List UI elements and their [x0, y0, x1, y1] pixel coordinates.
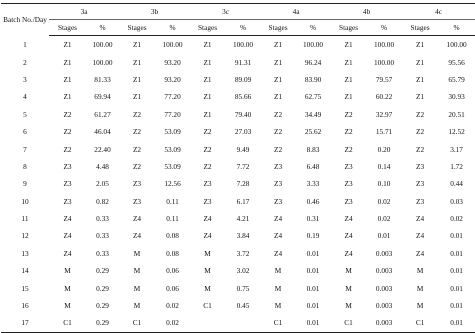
stage-cell: Z1	[416, 40, 425, 50]
stage-cell: C1	[261, 314, 295, 332]
stage-cell: Z2	[132, 109, 142, 119]
stage-cell: Z3	[203, 196, 212, 206]
percent-cell: 100.00	[374, 57, 395, 67]
percent-cell: 3.17	[450, 144, 463, 154]
percent-cell: 25.62	[304, 127, 322, 137]
percent-cell: 100.00	[446, 40, 467, 50]
stage-cell: Z3	[344, 196, 353, 206]
percent-cell: 0.06	[166, 266, 179, 276]
stage-cell: Z2	[203, 144, 212, 154]
batch-day-cell: 1	[23, 39, 27, 49]
stage-cell: C1	[203, 301, 212, 311]
percent-cell: 91.31	[234, 57, 252, 67]
percent-cell: 0.02	[166, 301, 179, 311]
percent-cell: 100.00	[92, 57, 113, 67]
stage-cell: Z1	[63, 57, 72, 67]
stage-cell: Z2	[344, 144, 353, 154]
batch-day-cell: 13	[21, 248, 29, 258]
percent-cell: 12.56	[164, 179, 181, 189]
percent-cell: 0.11	[166, 196, 179, 206]
percent-cell: 4.21	[236, 214, 250, 224]
percent-cell: 0.02	[377, 214, 391, 224]
stage-cell: Z1	[63, 40, 72, 50]
percent-cell: 0.01	[450, 301, 463, 311]
percent-cell: 85.66	[234, 92, 252, 102]
percent-cell: 8.83	[306, 144, 320, 154]
batch-day-cell: 4	[23, 92, 27, 102]
stage-cell: Z1	[416, 92, 425, 102]
batch-day-cell: 6	[23, 127, 27, 137]
stage-cell: Z2	[273, 127, 283, 137]
stage-cell: Z4	[273, 248, 283, 258]
stage-cell: M	[204, 266, 211, 276]
percent-cell: 79.40	[234, 109, 252, 119]
stage-cell: Z4	[416, 231, 425, 241]
percent-cell: 15.71	[375, 127, 393, 137]
stage-cell: M	[274, 283, 282, 293]
stage-cell	[190, 314, 225, 332]
percent-cell: 46.04	[94, 127, 111, 137]
percent-cell: 12.52	[448, 127, 465, 137]
stage-cell: C1	[402, 314, 438, 332]
percent-cell: 0.19	[306, 231, 320, 241]
percent-cell: 6.17	[236, 196, 250, 206]
stage-cell: Z4	[273, 214, 283, 224]
stage-cell: Z3	[273, 179, 283, 189]
stage-cell: M	[204, 248, 211, 258]
percent-cell: 93.20	[164, 74, 181, 84]
table-body	[1, 36, 475, 333]
stage-cell: Z1	[132, 57, 142, 67]
stages-subheader: Stages	[190, 20, 225, 36]
percent-cell: 0.44	[450, 179, 463, 189]
batch-day-cell: 8	[23, 161, 27, 171]
stage-cell: Z1	[203, 74, 212, 84]
stage-cell: Z1	[203, 109, 212, 119]
group-header-3b: 3b	[119, 4, 190, 20]
stage-cell: Z1	[344, 92, 353, 102]
percent-cell: 53.09	[164, 161, 181, 171]
batch-day-cell: 16	[21, 301, 29, 311]
percent-cell: 3.72	[236, 248, 250, 258]
table-row	[1, 262, 475, 279]
stub-header: Batch No./Day	[1, 4, 49, 36]
stage-cell: Z3	[63, 179, 72, 189]
percent-cell: 0.01	[450, 283, 463, 293]
table-row	[1, 53, 475, 70]
percent-cell: 93.20	[164, 57, 181, 67]
percent-cell: 22.40	[94, 144, 111, 154]
stage-cell: Z1	[203, 92, 212, 102]
percent-cell: 0.46	[306, 196, 320, 206]
stage-cell: Z2	[132, 127, 142, 137]
percent-cell: 77.20	[164, 109, 181, 119]
stage-cell: Z1	[132, 74, 142, 84]
percent-cell: 0.003	[375, 283, 393, 293]
percent-cell: 0.01	[306, 266, 320, 276]
stage-cell: Z4	[63, 248, 72, 258]
stage-cell: Z4	[344, 231, 353, 241]
stage-percentage-table	[1, 3, 475, 333]
stage-cell: Z1	[416, 74, 425, 84]
stage-cell: Z3	[344, 161, 353, 171]
table-row	[1, 88, 475, 105]
percent-cell: 0.02	[450, 214, 463, 224]
stage-cell: Z2	[416, 109, 425, 119]
stages-subheader: Stages	[49, 20, 86, 36]
percent-cell: 0.01	[306, 301, 320, 311]
percent-cell: 0.01	[306, 248, 320, 258]
table-header	[1, 4, 475, 36]
stage-cell: Z4	[132, 214, 142, 224]
percent-cell: 89.09	[234, 74, 252, 84]
table-row	[1, 140, 475, 157]
percent-cell: 0.003	[375, 301, 393, 311]
stage-cell: Z4	[416, 214, 425, 224]
percent-cell: 3.84	[236, 231, 250, 241]
stage-cell: Z1	[203, 40, 212, 50]
percent-cell: 0.11	[166, 214, 179, 224]
stage-cell: Z3	[203, 179, 212, 189]
percent-cell: 95.56	[448, 57, 465, 67]
percent-cell: 0.29	[96, 266, 109, 276]
percent-cell: 0.31	[306, 214, 320, 224]
stage-cell: Z4	[344, 214, 353, 224]
table-row	[1, 71, 475, 88]
table-row	[1, 297, 475, 314]
percent-cell: 100.00	[233, 40, 254, 50]
stage-cell: Z1	[63, 92, 72, 102]
table-row	[1, 245, 475, 262]
percent-cell: 0.08	[166, 248, 179, 258]
percent-cell: 0.45	[236, 301, 250, 311]
percent-cell: 81.33	[94, 74, 111, 84]
stage-cell: M	[274, 301, 282, 311]
percent-subheader: %	[295, 20, 331, 36]
stage-cell: Z1	[344, 40, 353, 50]
percent-cell: 7.28	[236, 179, 250, 189]
percent-cell: 0.10	[377, 179, 391, 189]
batch-day-cell: 15	[21, 283, 29, 293]
percent-cell: 100.00	[303, 40, 324, 50]
percent-cell: 65.79	[448, 74, 465, 84]
percent-cell: 0.01	[377, 231, 391, 241]
percent-cell: 62.75	[304, 92, 322, 102]
stage-cell: Z1	[344, 74, 353, 84]
stage-cell: Z3	[344, 179, 353, 189]
batch-day-cell: 5	[23, 109, 27, 119]
stage-cell: Z2	[273, 144, 283, 154]
percent-cell: 3.02	[236, 266, 250, 276]
percent-cell: 0.003	[375, 248, 393, 258]
stage-cell: Z2	[344, 109, 353, 119]
percent-cell: 0.75	[236, 283, 250, 293]
stage-cell: M	[133, 266, 141, 276]
stage-cell: C1	[119, 314, 155, 332]
percent-cell: 0.33	[96, 231, 109, 241]
percent-cell: 96.24	[304, 57, 322, 67]
stage-cell: M	[274, 266, 282, 276]
batch-day-cell: 7	[23, 144, 27, 154]
stage-cell: M	[345, 283, 352, 293]
stage-cell: Z3	[416, 196, 425, 206]
stage-cell: Z1	[203, 57, 212, 67]
percent-cell: 0.01	[450, 231, 463, 241]
group-header-3a: 3a	[49, 4, 119, 20]
stage-cell: Z4	[273, 231, 283, 241]
stage-cell: M	[133, 283, 141, 293]
percent-cell: 3.33	[306, 179, 320, 189]
percent-subheader: %	[225, 20, 261, 36]
stage-cell: Z3	[273, 161, 283, 171]
stage-cell: Z1	[416, 57, 425, 67]
stage-cell: Z1	[132, 40, 142, 50]
stage-cell: Z2	[416, 127, 425, 137]
stage-cell: Z3	[63, 196, 72, 206]
percent-cell: 6.48	[306, 161, 320, 171]
percent-cell: 79.57	[375, 74, 393, 84]
stage-cell: M	[133, 301, 141, 311]
stages-subheader: Stages	[331, 20, 366, 36]
table-row	[1, 106, 475, 123]
stage-cell: Z4	[416, 248, 425, 258]
percent-cell: 1.72	[450, 161, 463, 171]
percent-cell: 34.49	[304, 109, 322, 119]
percent-cell: 0.29	[86, 314, 119, 332]
percent-cell: 77.20	[164, 92, 181, 102]
stage-cell: Z1	[344, 57, 353, 67]
stage-cell: Z4	[63, 214, 72, 224]
stage-cell: Z1	[273, 57, 283, 67]
percent-subheader: %	[438, 20, 475, 36]
group-header-4a: 4a	[261, 4, 331, 20]
percent-cell: 0.06	[166, 283, 179, 293]
percent-cell: 0.29	[96, 301, 109, 311]
table-row	[1, 36, 475, 54]
percent-cell: 0.02	[155, 314, 190, 332]
group-header-3c: 3c	[190, 4, 261, 20]
percent-cell: 83.90	[304, 74, 322, 84]
stage-cell: M	[345, 301, 352, 311]
table-row	[1, 314, 475, 332]
stages-subheader: Stages	[119, 20, 155, 36]
table-row	[1, 193, 475, 210]
percent-cell: 0.08	[166, 231, 179, 241]
batch-day-cell: 11	[21, 214, 29, 224]
table-row	[1, 158, 475, 175]
stage-cell: M	[416, 301, 424, 311]
stage-cell: Z1	[273, 74, 283, 84]
stage-cell: Z1	[273, 40, 283, 50]
stage-cell: M	[345, 266, 352, 276]
percent-cell: 100.00	[162, 40, 183, 50]
percent-cell: 100.00	[374, 40, 395, 50]
stage-cell: Z4	[203, 231, 212, 241]
group-header-4c: 4c	[402, 4, 475, 20]
percent-cell	[225, 314, 261, 332]
table-row	[1, 210, 475, 227]
percent-cell: 0.01	[438, 314, 475, 332]
percent-cell: 0.003	[366, 314, 402, 332]
stage-cell: Z3	[273, 196, 283, 206]
stage-cell: Z2	[132, 144, 142, 154]
stage-cell: Z1	[63, 74, 72, 84]
stage-cell: Z4	[63, 231, 72, 241]
percent-cell: 0.01	[450, 266, 463, 276]
stage-cell: Z2	[63, 109, 72, 119]
stage-cell: M	[64, 283, 71, 293]
stage-cell: Z2	[273, 109, 283, 119]
percent-cell: 0.33	[96, 214, 109, 224]
percent-cell: 100.00	[92, 40, 113, 50]
batch-day-cell: 12	[21, 231, 29, 241]
percent-cell: 53.09	[164, 127, 181, 137]
table-row	[1, 175, 475, 192]
table-row	[1, 279, 475, 296]
stage-cell: Z3	[132, 179, 142, 189]
stage-cell: Z2	[416, 144, 425, 154]
percent-cell: 53.09	[164, 144, 181, 154]
percent-cell: 69.94	[94, 92, 111, 102]
stage-cell: Z3	[416, 161, 425, 171]
table-row	[1, 123, 475, 140]
percent-cell: 60.22	[375, 92, 393, 102]
percent-cell: 0.01	[450, 248, 463, 258]
percent-subheader: %	[155, 20, 190, 36]
stage-cell: Z1	[273, 92, 283, 102]
stage-cell: Z3	[63, 161, 72, 171]
stage-cell: Z3	[416, 179, 425, 189]
stage-cell: C1	[49, 314, 86, 332]
batch-day-cell: 2	[23, 57, 27, 67]
percent-cell: 30.93	[448, 92, 465, 102]
percent-cell: 0.33	[96, 248, 109, 258]
percent-cell: 0.03	[450, 196, 463, 206]
percent-cell: 4.48	[96, 161, 109, 171]
stage-cell: Z1	[132, 92, 142, 102]
batch-day-cell: 3	[23, 74, 27, 84]
stage-cell: M	[416, 266, 424, 276]
stage-cell: M	[416, 283, 424, 293]
percent-cell: 0.29	[96, 283, 109, 293]
batch-day-cell: 14	[21, 266, 29, 276]
stages-subheader: Stages	[261, 20, 295, 36]
stage-cell: Z2	[203, 127, 212, 137]
stage-cell: Z2	[63, 144, 72, 154]
stage-cell: M	[133, 248, 141, 258]
stage-cell: Z2	[132, 161, 142, 171]
stage-cell: C1	[331, 314, 366, 332]
batch-day-cell: 9	[23, 179, 27, 189]
stage-cell: M	[204, 283, 211, 293]
group-header-4b: 4b	[331, 4, 402, 20]
percent-cell: 20.51	[448, 109, 465, 119]
percent-cell: 9.49	[236, 144, 250, 154]
stage-cell: M	[64, 266, 71, 276]
stage-cell: Z2	[203, 161, 212, 171]
percent-subheader: %	[366, 20, 402, 36]
stages-subheader: Stages	[402, 20, 438, 36]
percent-cell: 61.27	[94, 109, 111, 119]
percent-cell: 0.01	[295, 314, 331, 332]
stage-cell: Z4	[344, 248, 353, 258]
percent-cell: 0.01	[306, 283, 320, 293]
batch-day-cell: 17	[1, 314, 49, 332]
percent-cell: 0.02	[377, 196, 391, 206]
percent-subheader: %	[86, 20, 119, 36]
percent-cell: 0.14	[377, 161, 391, 171]
stage-cell: Z3	[132, 196, 142, 206]
stage-cell: M	[64, 301, 71, 311]
percent-cell: 32.97	[375, 109, 393, 119]
percent-cell: 0.003	[375, 266, 393, 276]
stage-cell: Z4	[203, 214, 212, 224]
stage-cell: Z2	[63, 127, 72, 137]
percent-cell: 2.05	[96, 179, 109, 189]
percent-cell: 0.82	[96, 196, 109, 206]
stage-cell: Z2	[344, 127, 353, 137]
table-row	[1, 227, 475, 244]
percent-cell: 27.03	[234, 127, 252, 137]
stage-cell: Z4	[132, 231, 142, 241]
percent-cell: 7.72	[236, 161, 250, 171]
batch-day-cell: 10	[21, 196, 29, 206]
percent-cell: 0.20	[377, 144, 391, 154]
